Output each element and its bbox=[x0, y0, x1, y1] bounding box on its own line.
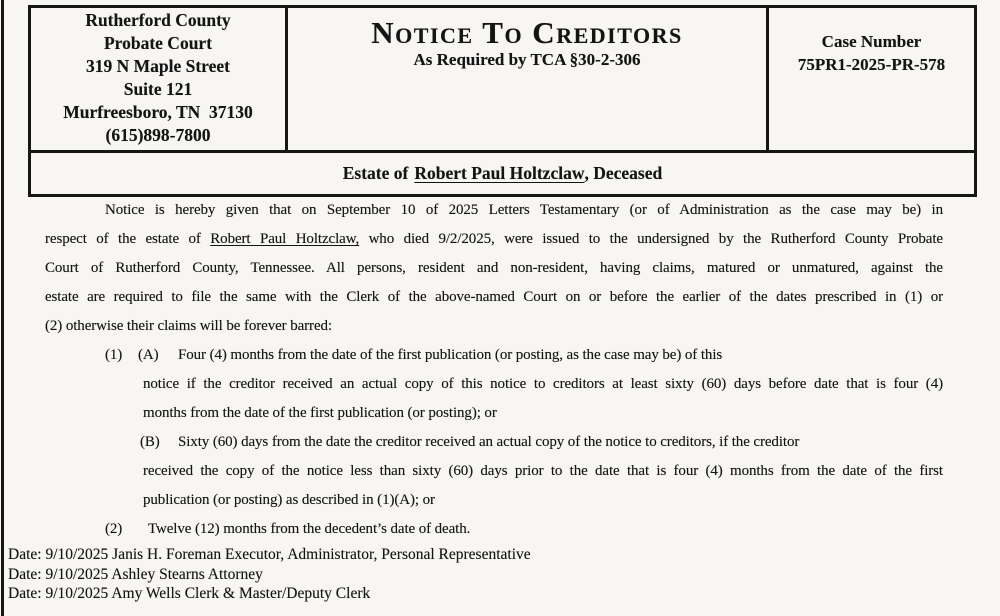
court-name-line2: Probate Court bbox=[103, 32, 213, 53]
decedent-name-inline: Robert Paul Holtzclaw, bbox=[210, 231, 360, 247]
body-line-1: Notice is hereby given that on September 10 of 2025 Letters Testamentary (or of Administration as the case may be) in bbox=[105, 202, 943, 218]
court-suite: Suite 121 bbox=[123, 78, 193, 99]
signature-date-block bbox=[8, 545, 531, 604]
list-1A-text-1: Four (4) months from the date of the first publication (or posting, as the case may be) of this bbox=[178, 347, 723, 363]
list-2-text-1: Twelve (12) months from the decedent’s date of death. bbox=[148, 521, 471, 537]
header-row bbox=[31, 8, 974, 153]
list-marker-2: (2) bbox=[105, 521, 123, 537]
body-line-5: (2) otherwise their claims will be forever barred: bbox=[45, 318, 332, 334]
document-title: Notice To Creditors bbox=[371, 15, 683, 50]
list-item-1A-line-2: notice if the creditor received an actual copy of this notice to creditors at least sixty (60) days before date that is four (4) bbox=[143, 376, 943, 392]
case-number-block bbox=[769, 8, 974, 150]
list-item-1A-line-3: months from the date of the first publication (or posting); or bbox=[143, 405, 497, 421]
list-item-2-line-1 bbox=[45, 515, 943, 544]
case-number-value: 75PR1-2025-PR-578 bbox=[797, 55, 946, 74]
court-name-line1: Rutherford County bbox=[85, 9, 231, 30]
court-street: 319 N Maple Street bbox=[85, 55, 231, 76]
date-line-clerk: Date: 9/10/2025 Amy Wells Clerk & Master/Deputy Clerk bbox=[8, 585, 371, 602]
decedent-name: Robert Paul Holtzclaw bbox=[414, 162, 585, 183]
estate-heading bbox=[31, 153, 974, 194]
list-marker-1B: (B) bbox=[140, 434, 160, 450]
body-line-3: Court of Rutherford County, Tennessee. All persons, resident and non-resident, having claims, matured or unmatured, against the bbox=[45, 260, 943, 276]
list-item-1B-line-3: publication (or posting) as described in (1)(A); or bbox=[143, 492, 435, 508]
scan-edge-artifact bbox=[1, 0, 4, 616]
list-item-1B-line-1 bbox=[45, 428, 943, 457]
date-line-executor: Date: 9/10/2025 Janis H. Foreman Executor, Administrator, Personal Representative bbox=[8, 546, 531, 563]
court-city-state-zip: Murfreesboro, TN 37130 bbox=[63, 101, 253, 122]
date-line-attorney: Date: 9/10/2025 Ashley Stearns Attorney bbox=[8, 565, 263, 583]
list-marker-1A: (A) bbox=[138, 347, 159, 363]
list-item-1A-line-1 bbox=[45, 341, 943, 370]
body-line-2 bbox=[45, 225, 943, 254]
estate-suffix: , Deceased bbox=[584, 162, 663, 183]
header-table bbox=[28, 5, 977, 197]
body-line-2-pre: respect of the estate of bbox=[45, 231, 211, 247]
list-marker-1: (1) bbox=[105, 347, 123, 363]
body-line-2-post: who died 9/2/2025, were issued to the undersigned by the Rutherford County Probate bbox=[359, 231, 943, 247]
notice-body bbox=[45, 196, 943, 544]
list-item-1B-line-2: received the copy of the notice less than sixty (60) days prior to the date that is four (4) months from the date of the first bbox=[143, 463, 943, 479]
body-line-4: estate are required to file the same with the Clerk of the above-named Court on or before the earlier of the dates prescribed in (1) or bbox=[45, 289, 943, 305]
document-subtitle: As Required by TCA §30-2-306 bbox=[413, 50, 641, 69]
estate-prefix: Estate of bbox=[342, 162, 409, 183]
list-1B-text-1: Sixty (60) days from the date the creditor received an actual copy of the notice to creditors, if the creditor bbox=[178, 434, 800, 450]
court-address-block bbox=[31, 8, 288, 150]
case-number-label: Case Number bbox=[821, 32, 922, 51]
title-block bbox=[288, 8, 769, 150]
court-phone: (615)898-7800 bbox=[105, 124, 211, 145]
